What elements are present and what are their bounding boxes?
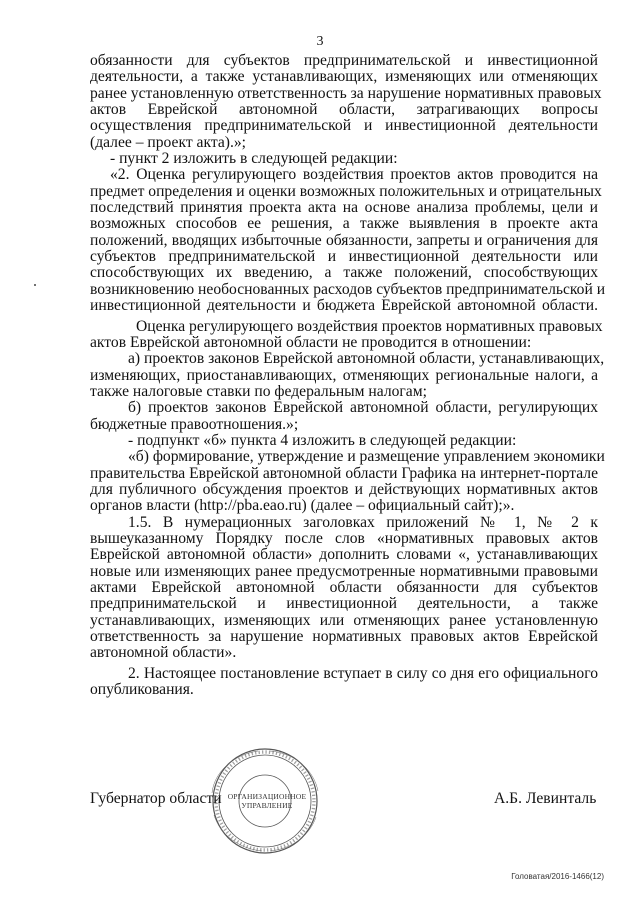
text-line: для публичного обсуждения проектов и действующих нормативных актов bbox=[90, 480, 598, 498]
text-line: изменяющих, приостанавливающих, отменяющих региональные налоги, а bbox=[90, 366, 598, 384]
text-line: бюджетные правоотношения.»; bbox=[90, 415, 299, 433]
text-line: последствий принятия проекта акта на основе анализа проблемы, цели и bbox=[90, 199, 598, 217]
text-line: предмет определения и оценки возможных положительных и отрицательных bbox=[90, 182, 602, 200]
text-line: органов власти (http://pba.eao.ru) (далее – официальный сайт);». bbox=[90, 497, 515, 515]
text-line: 2. Настоящее постановление вступает в силу со дня его официального bbox=[128, 664, 598, 682]
signature-position: Губернатор области bbox=[90, 790, 222, 807]
text-line: ответственность за нарушение нормативных правовых актов Еврейской bbox=[90, 628, 598, 646]
text-line: возможных способов ее решения, а также выявления в проекте акта bbox=[90, 215, 598, 233]
text-line: - подпункт «б» пункта 4 изложить в следующей редакции: bbox=[128, 431, 517, 449]
stamp-text-line2: УПРАВЛЕНИЕ bbox=[241, 801, 293, 810]
text-line: субъектов предпринимательской и инвестиционной деятельности или bbox=[90, 248, 598, 266]
text-line: правительства Еврейской автономной области Графика на интернет-портале bbox=[90, 464, 598, 482]
text-line: осуществления предпринимательской и инвестиционной деятельности bbox=[90, 117, 598, 135]
scan-speck bbox=[34, 284, 36, 286]
signature-name: А.Б. Левинталь bbox=[494, 790, 597, 807]
text-line: «б) формирование, утверждение и размещение управлением экономики bbox=[128, 448, 605, 466]
text-line: б) проектов законов Еврейской автономной области, регулирующих bbox=[128, 399, 598, 417]
text-line: положений, вводящих избыточные обязанности, запреты и ограничения для bbox=[90, 231, 598, 249]
text-line: актов Еврейской автономной области, затрагивающих вопросы bbox=[90, 101, 598, 119]
text-line: обязанности для субъектов предпринимательской и инвестиционной bbox=[90, 52, 598, 69]
text-line: устанавливающих, изменяющих или отменяющих ранее установленную bbox=[90, 611, 598, 629]
text-line: вышеуказанному Порядку после слов «нормативных правовых актов bbox=[90, 529, 598, 547]
document-reference: Головатая/2016-1466(12) bbox=[511, 872, 604, 881]
text-line: Оценка регулирующего воздействия проектов нормативных правовых bbox=[136, 317, 603, 335]
text-line: новые или изменяющих ранее предусмотренные нормативными правовыми bbox=[90, 562, 598, 580]
text-line: а) проектов законов Еврейской автономной области, устанавливающих, bbox=[128, 350, 605, 368]
text-line: (далее – проект акта).»; bbox=[90, 133, 246, 151]
text-line: ранее установленную ответственность за нарушение нормативных правовых bbox=[90, 84, 602, 102]
text-line: деятельности, а также устанавливающих, изменяющих или отменяющих bbox=[90, 68, 598, 86]
text-line: автономной области». bbox=[90, 644, 237, 662]
page-number: 3 bbox=[316, 34, 324, 49]
document-body bbox=[90, 52, 606, 699]
text-line: опубликования. bbox=[90, 681, 194, 699]
text-line: инвестиционной деятельности и бюджета Еврейской автономной области. bbox=[90, 297, 598, 315]
text-line: актов Еврейской автономной области не проводится в отношении: bbox=[90, 333, 532, 351]
text-line: актами Еврейской автономной области обязанности для субъектов bbox=[90, 579, 598, 596]
text-line: возникновению необоснованных расходов субъектов предпринимательской и bbox=[90, 280, 606, 298]
text-line: способствующих их введению, а также положений, способствующих bbox=[90, 264, 598, 282]
text-line: «2. Оценка регулирующего воздействия проектов актов проводится на bbox=[110, 166, 598, 184]
text-line: также налоговые ставки по федеральным налогам; bbox=[90, 382, 427, 400]
text-line: 1.5. В нумерационных заголовках приложений № 1, № 2 к bbox=[128, 513, 598, 531]
stamp-text-line1: ОРГАНИЗАЦИОННОЕ bbox=[227, 792, 307, 801]
text-line: - пункт 2 изложить в следующей редакции: bbox=[110, 150, 398, 168]
text-line: предпринимательской и инвестиционной деятельности, а также bbox=[90, 595, 598, 613]
text-line: Еврейской автономной области» дополнить словами «, устанавливающих bbox=[90, 546, 598, 564]
